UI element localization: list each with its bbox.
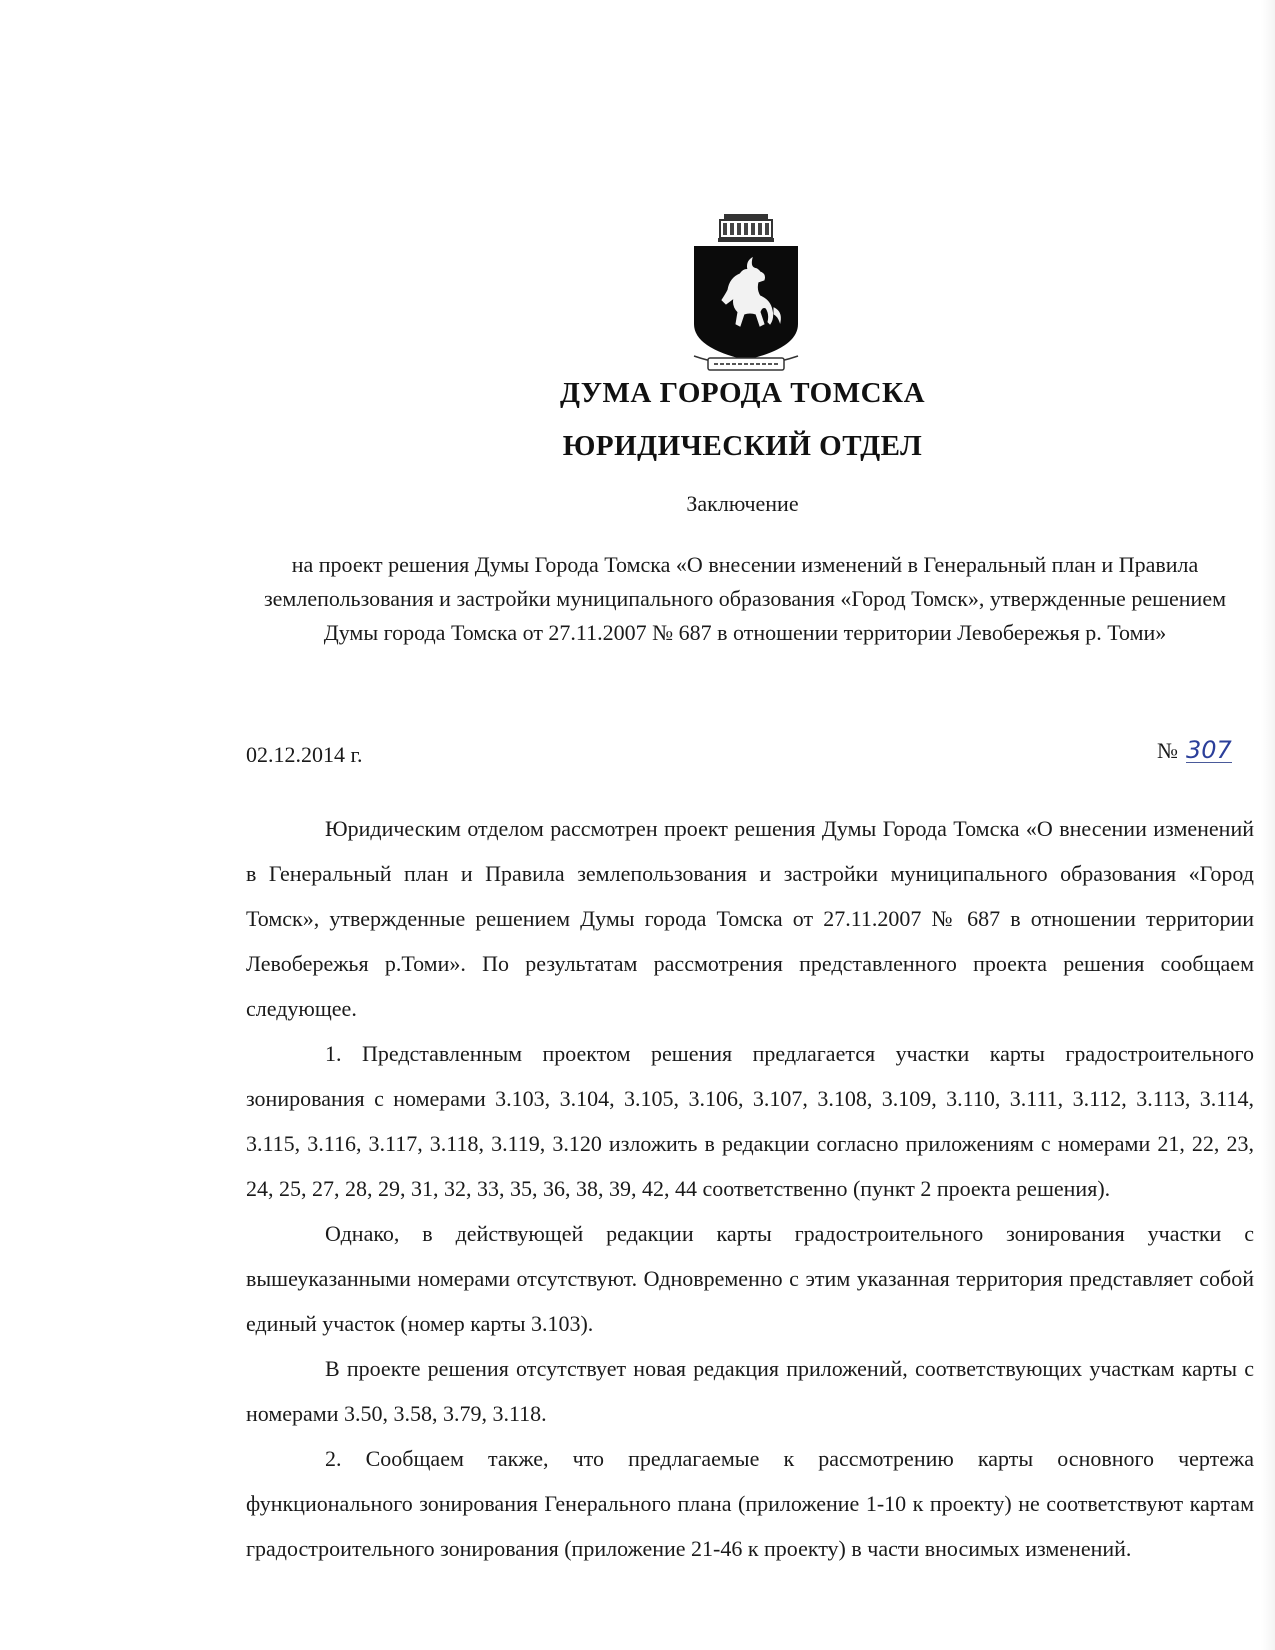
paragraph: 1. Представленным проектом решения предлагается участки карты градостроительного зонирования с номерами 3.103, 3.104, 3.105, 3.106, 3.107, 3.108, 3.109, 3.110, 3.111, 3.112, 3.113, 3.114, 3.115, 3.116, 3.117, 3.118, 3.119, 3.120 изложить в редакции согласно приложениям с номерами 21, 22, 23, 24, 25, 27, 28, 29, 31, 32, 33, 35, 36, 38, 39, 42, 44 соответственно (пункт 2 проекта решения). — [246, 1041, 1254, 1201]
paragraph: Юридическим отделом рассмотрен проект решения Думы Города Томска «О внесении изменений в Генеральный план и Правила землепользования и застройки муниципального образования «Город Томск», утвержденные решением Думы города Томска от 27.11.2007 № 687 в отношении территории Левобережья р.Томи». По результатам рассмотрения представленного проекта решения сообщаем следующее. — [246, 816, 1254, 1021]
paragraph: В проекте решения отсутствует новая редакция приложений, соответствующих участкам карты с номерами 3.50, 3.58, 3.79, 3.118. — [246, 1356, 1254, 1426]
handwritten-number: 307 — [1186, 736, 1232, 765]
document-subject: на проект решения Думы Города Томска «О внесении изменений в Генеральный план и Правила землепользования и застройки муниципального образования «Город Томск», утвержденные решением Думы города Томска от 27.11.2007 № 687 в отношении территории Левобережья р. Томи» — [263, 552, 1227, 645]
tomsk-coat-of-arms-icon — [690, 212, 802, 380]
organization-title: ДУМА ГОРОДА ТОМСКА — [559, 377, 926, 409]
document-number — [1157, 736, 1232, 764]
paragraph: Однако, в действующей редакции карты градостроительного зонирования участки с вышеуказанными номерами отсутствуют. Одновременно с этим указанная территория представляет собой единый участок (номер карты 3.103). — [246, 1221, 1254, 1336]
body-text — [246, 806, 1254, 1571]
document-date: 02.12.2014 г. — [246, 742, 363, 767]
scan-edge — [1261, 0, 1275, 1650]
crown-icon — [718, 214, 774, 242]
department-title: ЮРИДИЧЕСКИЙ ОТДЕЛ — [562, 430, 923, 462]
document-type: Заключение — [686, 491, 799, 516]
paragraph: 2. Сообщаем также, что предлагаемые к рассмотрению карты основного чертежа функционального зонирования Генерального плана (приложение 1-10 к проекту) не соответствуют картам градостроительного зонирования (приложение 21-46 к проекту) в части вносимых изменений. — [246, 1446, 1254, 1561]
ribbon-icon — [694, 356, 798, 370]
number-label: № — [1157, 737, 1178, 763]
